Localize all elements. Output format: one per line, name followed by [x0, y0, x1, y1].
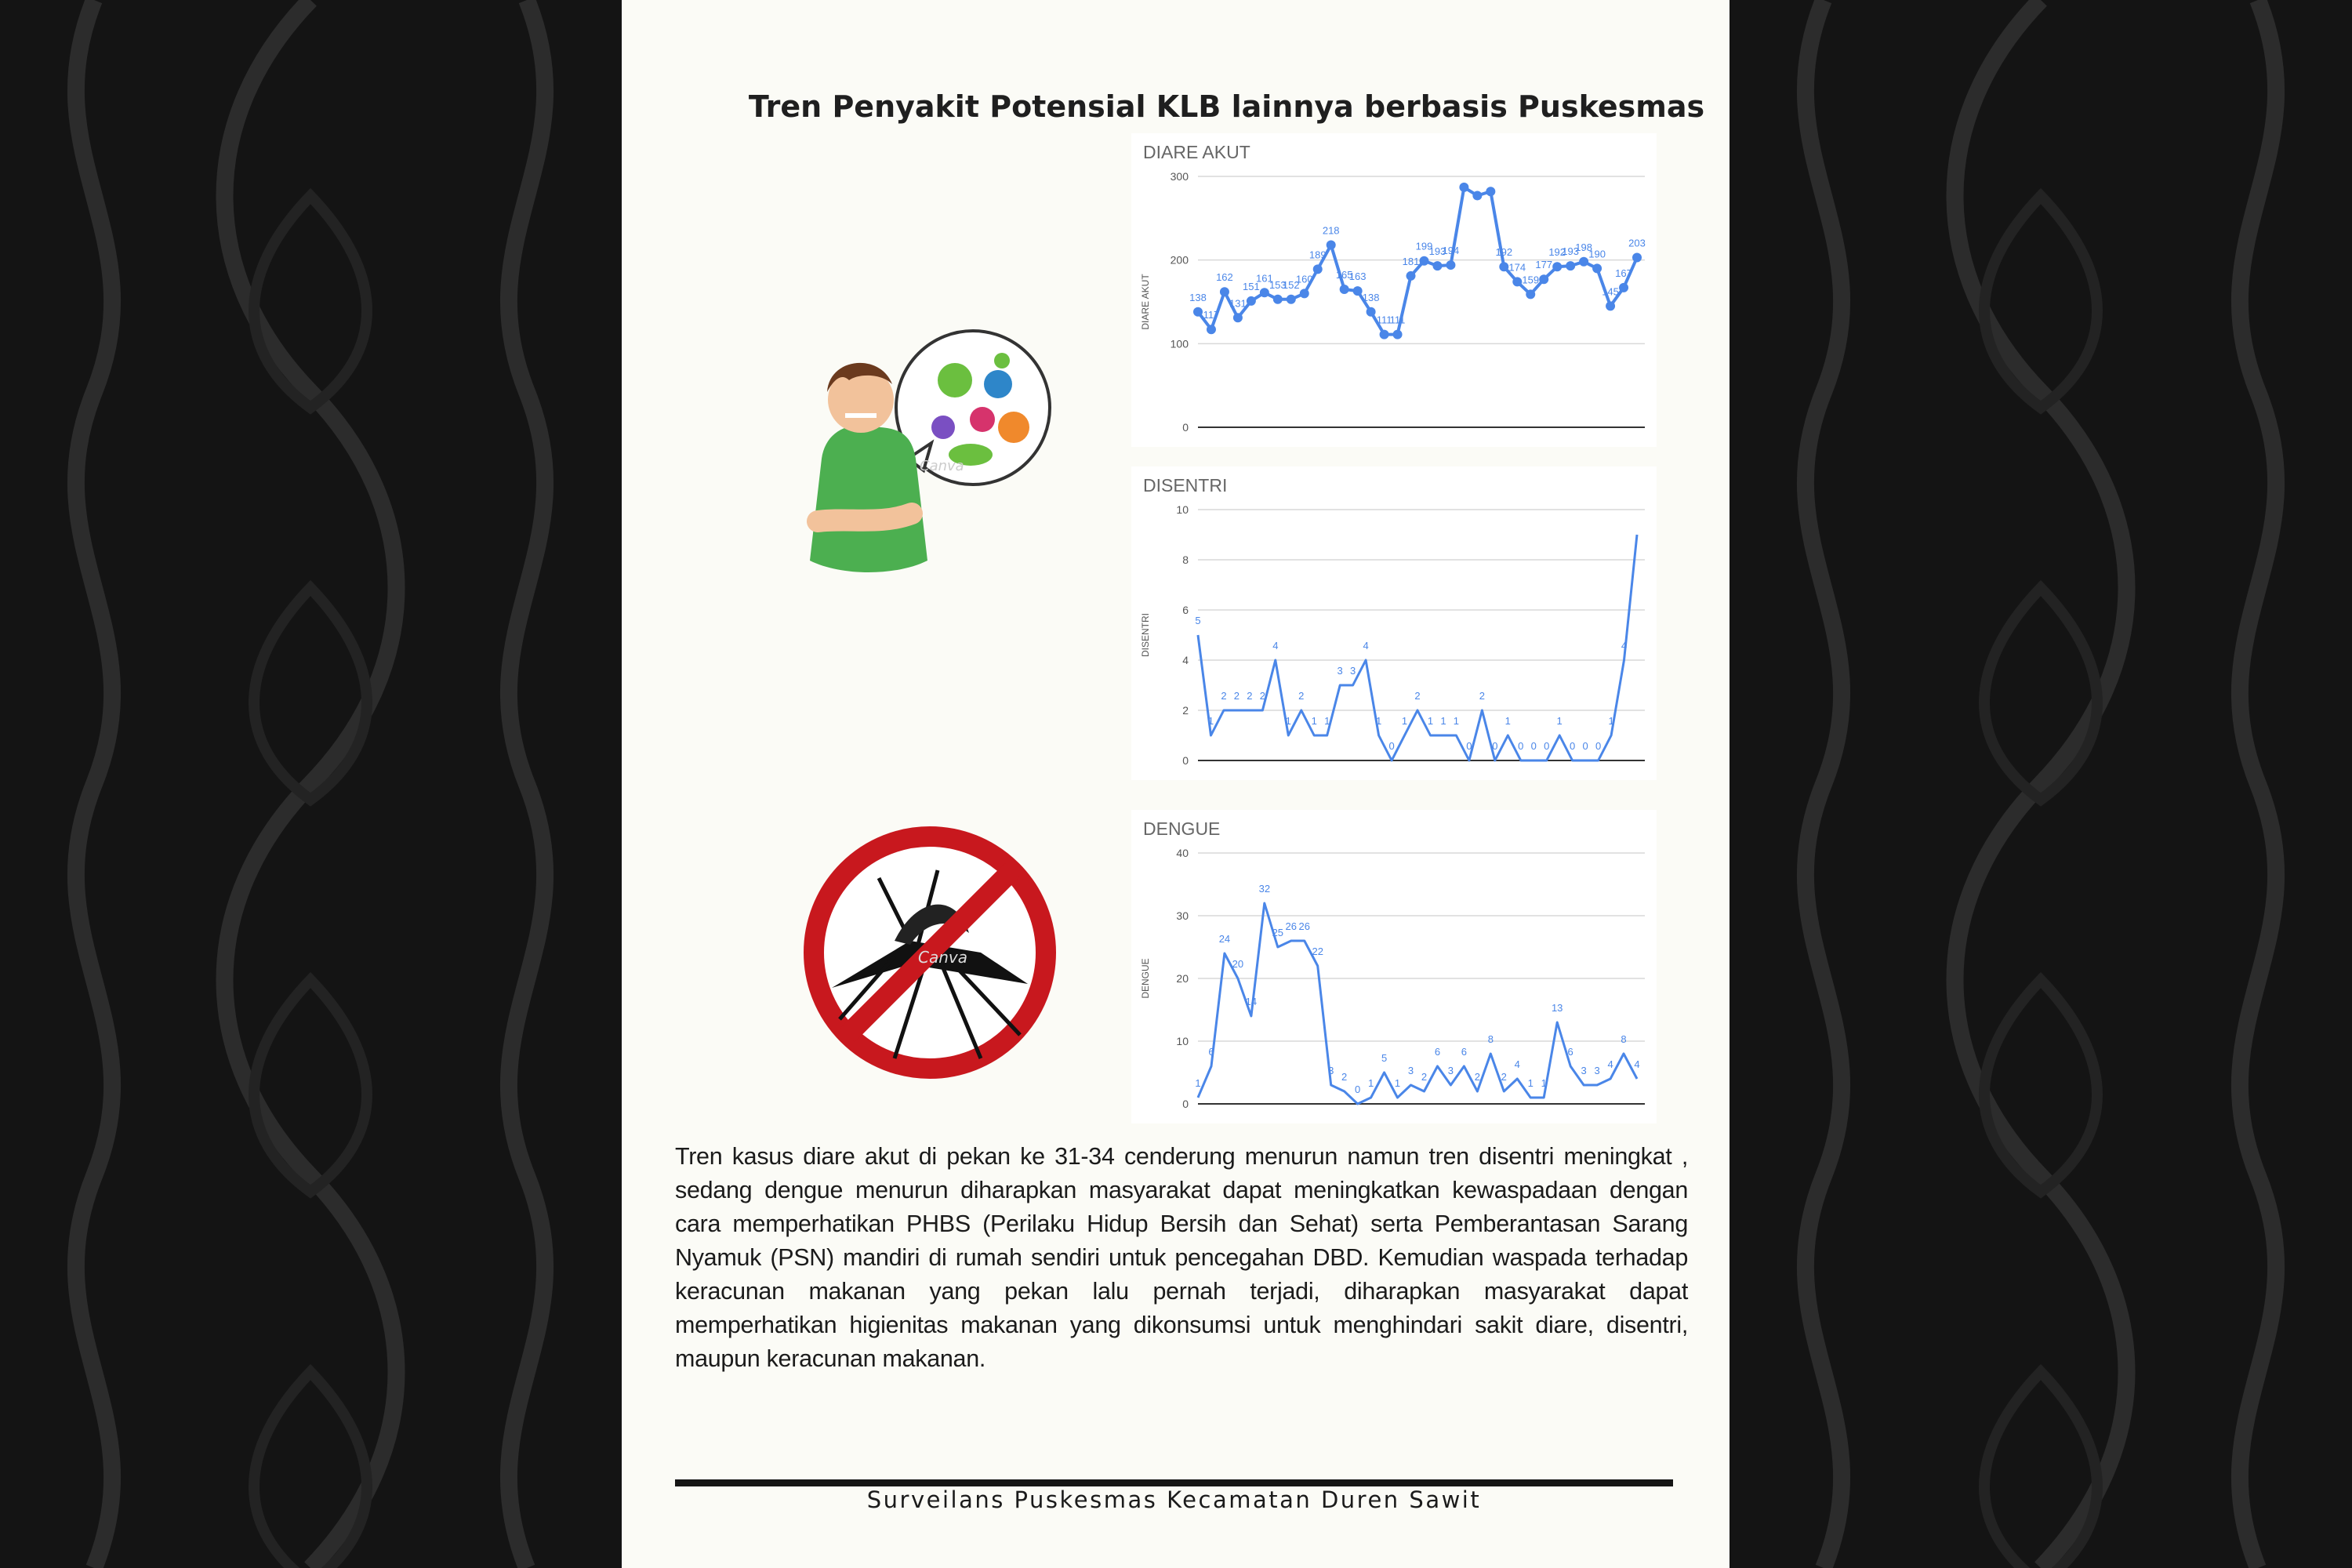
data-label: 0 — [1388, 740, 1395, 752]
y-tick-label: 2 — [1182, 704, 1189, 717]
y-tick-label: 6 — [1182, 604, 1189, 616]
data-label: 2 — [1233, 690, 1240, 702]
data-label: 2 — [1341, 1071, 1348, 1083]
data-point — [1406, 271, 1416, 281]
data-label: 26 — [1298, 920, 1310, 932]
data-label: 0 — [1530, 740, 1537, 752]
data-label: 174 — [1508, 261, 1526, 274]
data-label: 1 — [1608, 715, 1614, 727]
data-label: 6 — [1567, 1046, 1573, 1058]
data-label: 153 — [1269, 278, 1287, 291]
footer-divider — [675, 1479, 1673, 1486]
data-label: 3 — [1337, 665, 1343, 677]
data-label: 162 — [1216, 271, 1233, 284]
data-label: 159 — [1522, 274, 1540, 286]
data-point — [1619, 283, 1628, 292]
data-label: 24 — [1218, 933, 1231, 945]
data-label: 218 — [1322, 224, 1340, 237]
data-label: 14 — [1245, 996, 1258, 1007]
data-label: 2 — [1479, 690, 1485, 702]
data-point — [1499, 262, 1508, 271]
data-label: 152 — [1282, 278, 1300, 291]
data-point — [1592, 263, 1602, 273]
data-point — [1247, 296, 1256, 306]
data-label: 0 — [1466, 740, 1472, 752]
chart-title: DISENTRI — [1143, 475, 1228, 495]
data-point — [1260, 288, 1269, 297]
data-label: 1 — [1207, 715, 1214, 727]
data-point — [1526, 289, 1535, 299]
data-label: 2 — [1421, 1071, 1428, 1083]
canva-watermark: Canva — [920, 458, 964, 474]
data-label: 199 — [1415, 240, 1433, 252]
data-label: 2 — [1221, 690, 1227, 702]
data-point — [1606, 301, 1615, 310]
data-label: 3 — [1407, 1065, 1414, 1076]
y-axis-label: DISENTRI — [1140, 612, 1151, 658]
y-tick-label: 0 — [1182, 421, 1189, 434]
data-label: 32 — [1258, 883, 1271, 895]
series-line — [1198, 535, 1637, 760]
chart-diare-akut-svg — [1131, 133, 1657, 447]
background-pattern-left — [0, 0, 622, 1568]
data-label: 1 — [1311, 715, 1317, 727]
data-label: 1 — [1427, 715, 1434, 727]
data-label: 1 — [1285, 715, 1291, 727]
data-label: 3 — [1328, 1065, 1334, 1076]
sick-man-bacteria-icon — [763, 325, 1053, 592]
data-point — [1446, 260, 1455, 270]
chart-diare-akut — [1131, 133, 1657, 447]
background-pattern-right — [1730, 0, 2352, 1568]
data-label: 2 — [1501, 1071, 1507, 1083]
chart-disentri — [1131, 466, 1657, 780]
data-label: 0 — [1355, 1083, 1361, 1095]
data-label: 4 — [1621, 640, 1628, 652]
data-label: 4 — [1634, 1058, 1640, 1070]
data-label: 3 — [1594, 1065, 1600, 1076]
data-label: 1 — [1527, 1077, 1534, 1089]
data-label: 6 — [1461, 1046, 1468, 1058]
data-point — [1193, 307, 1203, 317]
canva-watermark: Canva — [918, 948, 967, 967]
data-label: 26 — [1285, 920, 1298, 932]
y-tick-label: 40 — [1176, 847, 1189, 859]
data-label: 2 — [1414, 690, 1421, 702]
data-label: 192 — [1495, 246, 1513, 259]
data-label: 194 — [1442, 245, 1460, 257]
footer-text: Surveilans Puskesmas Kecamatan Duren Sawit — [866, 1486, 1482, 1513]
data-label: 3 — [1447, 1065, 1454, 1076]
data-label: 190 — [1588, 248, 1606, 260]
data-label: 1 — [1394, 1077, 1401, 1089]
data-label: 1 — [1401, 715, 1408, 727]
data-label: 1 — [1504, 715, 1511, 727]
chart-dengue — [1131, 810, 1657, 1123]
data-label: 1 — [1440, 715, 1446, 727]
data-point — [1632, 252, 1642, 262]
data-label: 2 — [1474, 1071, 1480, 1083]
chart-title: DENGUE — [1143, 818, 1221, 839]
data-point — [1207, 325, 1216, 334]
data-point — [1432, 261, 1442, 270]
data-point — [1327, 240, 1336, 249]
data-label: 111 — [1376, 314, 1392, 326]
data-label: 4 — [1607, 1058, 1613, 1070]
data-label: 4 — [1272, 640, 1279, 652]
data-point — [1367, 307, 1376, 317]
summary-paragraph: Tren kasus diare akut di pekan ke 31-34 cenderung menurun namun tren disentri meningkat , sedang dengue menurun diharapkan masyarakat dapat meningkatkan kewaspadaan dengan cara memperhatikan PHBS (Perilaku Hidup Bersih dan Sehat) serta Pemberantasan Sarang Nyamuk (PSN) mandiri di rumah sendiri untuk pencegahan DBD. Kemudian waspada terhadap keracunan makanan yang pekan lalu pernah terjadi, diharapkan masyarakat dapat memperhatikan higienitas makanan yang dikonsumsi untuk menghindari sakit diare, disentri, maupun keracunan makanan. — [675, 1143, 1688, 1372]
data-label: 22 — [1312, 946, 1323, 957]
data-label: 203 — [1628, 237, 1646, 249]
data-label: 1 — [1375, 715, 1382, 727]
data-label: 8 — [1621, 1033, 1627, 1045]
series-line — [1198, 903, 1640, 1104]
data-label: 5 — [1381, 1052, 1388, 1064]
data-label: 1 — [1324, 715, 1330, 727]
data-label: 138 — [1362, 291, 1380, 303]
no-mosquito-icon — [800, 823, 1059, 1082]
data-label: 25 — [1272, 927, 1284, 938]
data-point — [1313, 264, 1323, 274]
data-label: 3 — [1350, 665, 1356, 677]
data-point — [1472, 191, 1482, 201]
data-label: 167 — [1615, 267, 1632, 279]
data-point — [1566, 261, 1575, 270]
data-label: 192 — [1548, 246, 1566, 259]
data-label: 20 — [1232, 958, 1244, 970]
data-label: 2 — [1247, 690, 1253, 702]
data-point — [1459, 183, 1468, 192]
data-label: 3 — [1581, 1065, 1587, 1076]
data-point — [1273, 295, 1283, 304]
y-axis-label: DENGUE — [1140, 958, 1151, 999]
y-tick-label: 200 — [1170, 253, 1189, 267]
data-label: 1 — [1367, 1077, 1374, 1089]
data-label: 8 — [1487, 1033, 1494, 1045]
data-point — [1380, 330, 1389, 339]
y-tick-label: 300 — [1170, 170, 1189, 183]
data-label: 2 — [1259, 690, 1265, 702]
data-label: 5 — [1195, 615, 1201, 626]
data-point — [1393, 330, 1403, 339]
data-point — [1579, 257, 1588, 267]
y-tick-label: 100 — [1170, 337, 1189, 350]
y-tick-label: 0 — [1182, 1098, 1189, 1110]
data-point — [1220, 287, 1229, 296]
y-axis-label: DIARE AKUT — [1140, 274, 1151, 330]
data-label: 198 — [1575, 241, 1592, 253]
data-label: 6 — [1434, 1046, 1441, 1058]
data-point — [1340, 285, 1349, 294]
data-label: 4 — [1514, 1058, 1520, 1070]
data-point — [1512, 277, 1522, 286]
y-tick-label: 4 — [1182, 654, 1189, 666]
data-label: 0 — [1595, 740, 1602, 752]
y-tick-label: 30 — [1176, 909, 1189, 922]
data-label: 0 — [1582, 740, 1588, 752]
data-label: 161 — [1255, 272, 1273, 285]
data-label: 131 — [1229, 297, 1247, 310]
y-tick-label: 20 — [1176, 972, 1189, 985]
data-label: 0 — [1570, 740, 1576, 752]
data-label: 163 — [1348, 270, 1367, 283]
data-point — [1287, 295, 1296, 304]
data-point — [1233, 313, 1243, 322]
data-label: 138 — [1189, 291, 1207, 303]
data-point — [1486, 187, 1495, 196]
data-label: 193 — [1428, 245, 1446, 258]
data-point — [1300, 289, 1309, 298]
y-tick-label: 10 — [1176, 503, 1189, 516]
data-label: 165 — [1335, 269, 1353, 281]
data-label: 1 — [1556, 715, 1563, 727]
data-label: 1 — [1195, 1077, 1201, 1089]
data-label: 0 — [1544, 740, 1550, 752]
y-tick-label: 8 — [1182, 554, 1189, 566]
y-tick-label: 0 — [1182, 754, 1189, 767]
chart-disentri-svg — [1131, 466, 1657, 780]
data-point — [1539, 274, 1548, 284]
data-point — [1552, 262, 1562, 271]
data-label: 4 — [1363, 640, 1369, 652]
data-label: 145 — [1602, 285, 1619, 298]
report-page — [622, 0, 1730, 1568]
data-label: 160 — [1295, 273, 1313, 285]
data-label: 117 — [1203, 309, 1220, 321]
data-label: 177 — [1535, 259, 1553, 271]
data-point — [1419, 256, 1428, 266]
data-label: 181 — [1402, 255, 1420, 267]
data-label: 193 — [1562, 245, 1580, 258]
data-label: 6 — [1208, 1046, 1214, 1058]
data-label: 0 — [1492, 740, 1498, 752]
data-label: 151 — [1243, 280, 1260, 292]
data-label: 0 — [1518, 740, 1524, 752]
data-label: 2 — [1298, 690, 1305, 702]
data-label: 111 — [1389, 314, 1406, 326]
data-label: 1 — [1541, 1077, 1547, 1089]
data-point — [1353, 286, 1363, 296]
chart-title: DIARE AKUT — [1143, 142, 1250, 162]
chart-dengue-svg — [1131, 810, 1657, 1123]
data-label: 1 — [1453, 715, 1460, 727]
y-tick-label: 10 — [1176, 1035, 1189, 1047]
data-label: 13 — [1551, 1002, 1563, 1014]
page-title: Tren Penyakit Potensial KLB lainnya berbasis Puskesmas — [748, 89, 1705, 124]
data-label: 189 — [1308, 249, 1327, 261]
